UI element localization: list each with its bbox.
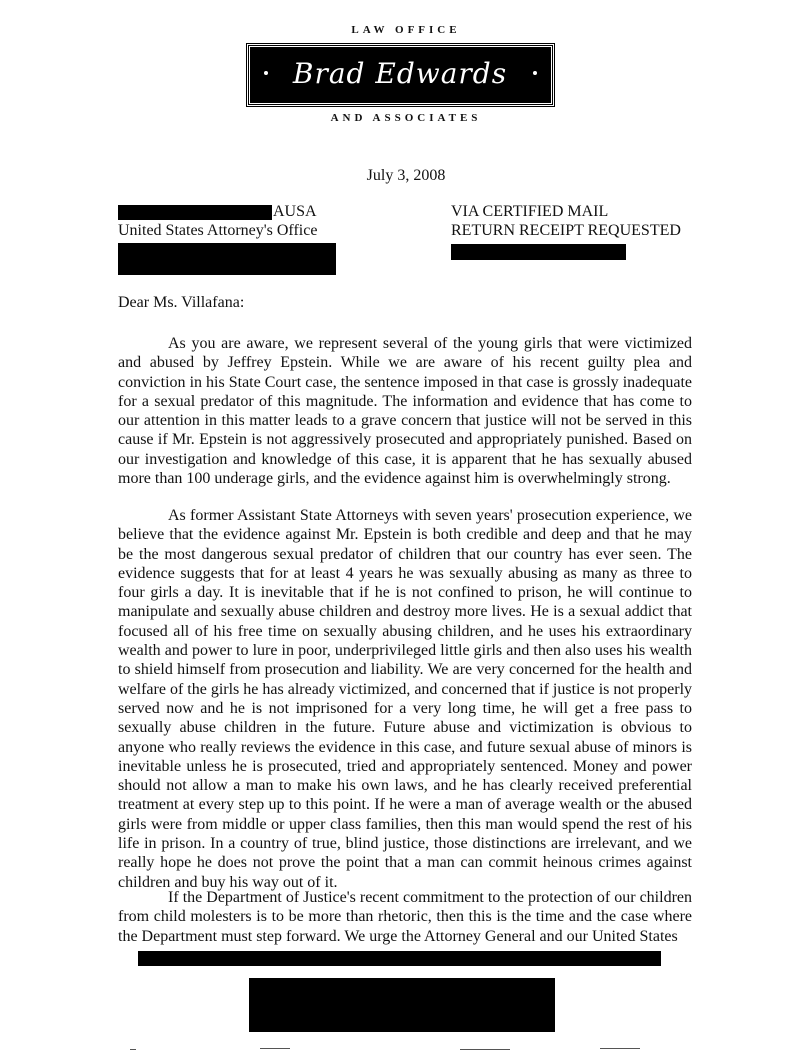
- scan-speck: [600, 1048, 640, 1049]
- paragraph-text: As former Assistant State Attorneys with seven years' prosecution experience, we believe that the evidence against Mr. Epstein is both credible and deep and that he may be the most dangerous sexual predator of children that our country has ever seen. The evidence suggests that for at least 4 years he was sexually abusing as many as three to four girls a day. It is inevitable that if he is not confined to prison, he will continue to manipulate and sexually abuse children and destroy more lives. He is a sexual addict that focused all of his free time on sexually abusing children, and he uses his extraordinary wealth and power to lure in poor, underprivileged little girls and then also uses his wealth to shield himself from prosecution and liability. We are very concerned for the health and welfare of the girls he has already victimized, and concerned that if justice is not properly served now and he is not imprisoned for a very long time, he will get a free pass to sexually abuse children in the future. Future abuse and victimization is obvious to anyone who really reviews the evidence in this case, and future sexual abuse of minors is inevitable unless he is prosecuted, tried and appropriately sentenced. Money and power should not allow a man to make his own laws, and he has clearly received preferential treatment at every step up to this point. If he were a man of average wealth or the abused girls were from middle or upper class families, then this man would spend the rest of his life in prison. In a country of true, blind justice, those distinctions are irrelevant, and we really hope he does not prove the point that a man can commit heinous crimes against children and buy his way out of it.: [118, 507, 693, 891]
- body-paragraph-2: [118, 506, 692, 892]
- delivery-method-line2: RETURN RECEIPT REQUESTED: [451, 222, 681, 239]
- redaction-footer-block: [249, 978, 555, 1032]
- recipient-office: United States Attorney's Office: [118, 222, 318, 239]
- scan-speck: [260, 1048, 290, 1049]
- redaction-recipient-address: [118, 243, 336, 275]
- redaction-tracking-number: [451, 244, 626, 260]
- body-paragraph-3: [118, 888, 692, 946]
- salutation: Dear Ms. Villafana:: [118, 294, 245, 311]
- body-paragraph-1: [118, 334, 692, 488]
- scan-speck: [460, 1049, 510, 1050]
- letter-date: July 3, 2008: [366, 167, 446, 184]
- scan-speck: [130, 1049, 136, 1050]
- logo-dot-left: [264, 71, 268, 75]
- recipient-title: AUSA: [273, 203, 317, 220]
- paragraph-text: If the Department of Justice's recent commitment to the protection of our children from child molesters is to be more than rhetoric, then this is the time and the case where the Department must step forward. We urge the Attorney General and our United States: [118, 889, 692, 945]
- redaction-recipient-name: [118, 205, 272, 220]
- letterhead-bottom-text: AND ASSOCIATES: [330, 112, 482, 124]
- firm-logo: [247, 44, 554, 106]
- paragraph-text: As you are aware, we represent several of the young girls that were victimized and abused by Jeffrey Epstein. While we are aware of his recent guilty plea and conviction in his State Court case, the sentence imposed in that case is grossly inadequate for a sexual predator of this magnitude. The information and evidence that has come to our attention in this matter leads to a grave concern that justice will not be served in this cause if Mr. Epstein is not aggressively prosecuted and appropriately punished. Based on our investigation and knowledge of this case, it is apparent that he has sexually abused more than 100 underage girls, and the evidence against him is overwhelmingly strong.: [118, 335, 692, 488]
- redaction-footer-line: [138, 951, 661, 966]
- delivery-method-line1: VIA CERTIFIED MAIL: [451, 203, 609, 220]
- letterhead-top-text: LAW OFFICE: [351, 24, 461, 36]
- logo-script-text: Brad Edwards: [292, 57, 508, 90]
- logo-dot-right: [533, 71, 537, 75]
